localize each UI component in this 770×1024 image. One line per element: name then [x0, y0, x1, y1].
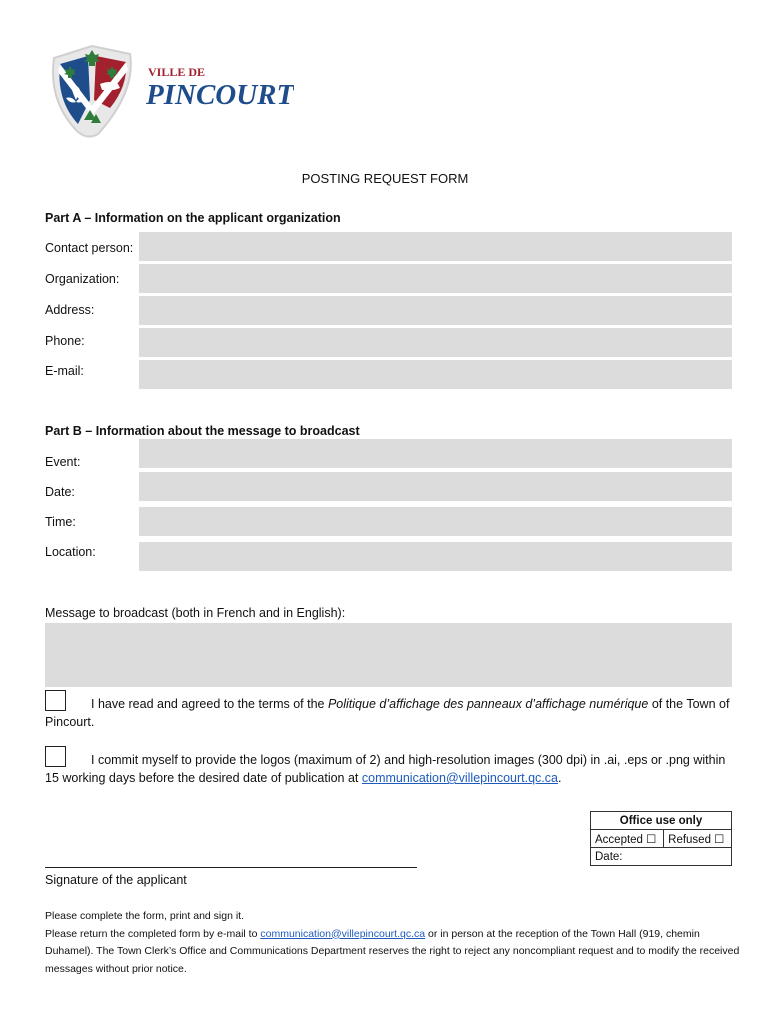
date-label: Date:	[45, 485, 75, 499]
signature-line[interactable]	[45, 867, 417, 868]
policy-title: Politique d’affichage des panneaux d’affichage numérique	[327, 697, 649, 711]
accepted-option[interactable]: Accepted ☐	[591, 830, 664, 848]
phone-field[interactable]	[139, 328, 732, 357]
message-label: Message to broadcast (both in French and in English):	[45, 606, 346, 620]
town-logo	[44, 44, 294, 144]
email-label: E-mail:	[45, 364, 84, 378]
office-date-cell: Date:	[591, 848, 732, 866]
instructions-text-after: or in person at the reception of the Town Hall (919, chemin Duhamel). The Town Clerk’s Office and Communications Department reserves the right to reject any noncompliant request and to modify the received messages without prior notice.	[45, 927, 740, 975]
phone-label: Phone:	[45, 334, 85, 348]
contact-person-label: Contact person:	[45, 241, 134, 255]
instructions-text-before: Please return the completed form by e-mail to	[45, 927, 261, 940]
office-use-table	[590, 811, 732, 866]
instructions-line2	[45, 926, 745, 979]
time-label: Time:	[45, 515, 76, 529]
terms-statement	[45, 695, 735, 731]
organization-field[interactable]	[139, 264, 732, 293]
logos-statement	[45, 751, 735, 787]
message-textarea[interactable]	[45, 623, 732, 687]
event-label: Event:	[45, 455, 81, 469]
logos-email-link[interactable]: communication@villepincourt.qc.ca	[361, 771, 558, 785]
address-field[interactable]	[139, 296, 732, 325]
logos-text-before: I commit myself to provide the logos (maximum of 2) and high-resolution images (300 dpi) in .ai, .eps or .png within 15 working days before the desired date of publication at	[45, 753, 726, 785]
page-title: POSTING REQUEST FORM	[301, 171, 469, 186]
email-field[interactable]	[139, 360, 732, 389]
organization-label: Organization:	[45, 272, 120, 286]
pincourt-crest-icon	[44, 44, 294, 144]
instructions-line1: Please complete the form, print and sign it.	[45, 910, 245, 922]
contact-person-field[interactable]	[139, 232, 732, 261]
office-use-title: Office use only	[591, 812, 732, 830]
logo-line1: VILLE DE	[148, 65, 206, 79]
signature-label: Signature of the applicant	[45, 873, 187, 887]
date-field[interactable]	[139, 472, 732, 501]
time-field[interactable]	[139, 507, 732, 536]
logo-line2: PINCOURT	[146, 79, 294, 111]
logos-text-after: .	[557, 771, 562, 785]
event-field[interactable]	[139, 439, 732, 468]
footer-email-link[interactable]: communication@villepincourt.qc.ca	[260, 927, 426, 940]
part-a-title: Part A – Information on the applicant organization	[45, 211, 341, 225]
address-label: Address:	[45, 303, 95, 317]
location-field[interactable]	[139, 542, 732, 571]
terms-text-after: of the Town of Pincourt.	[45, 697, 730, 729]
instructions	[45, 908, 745, 978]
part-b-title: Part B – Information about the message to broadcast	[45, 424, 360, 438]
refused-option[interactable]: Refused ☐	[664, 830, 732, 848]
location-label: Location:	[45, 545, 96, 559]
terms-text-before: I have read and agreed to the terms of the	[91, 697, 328, 711]
